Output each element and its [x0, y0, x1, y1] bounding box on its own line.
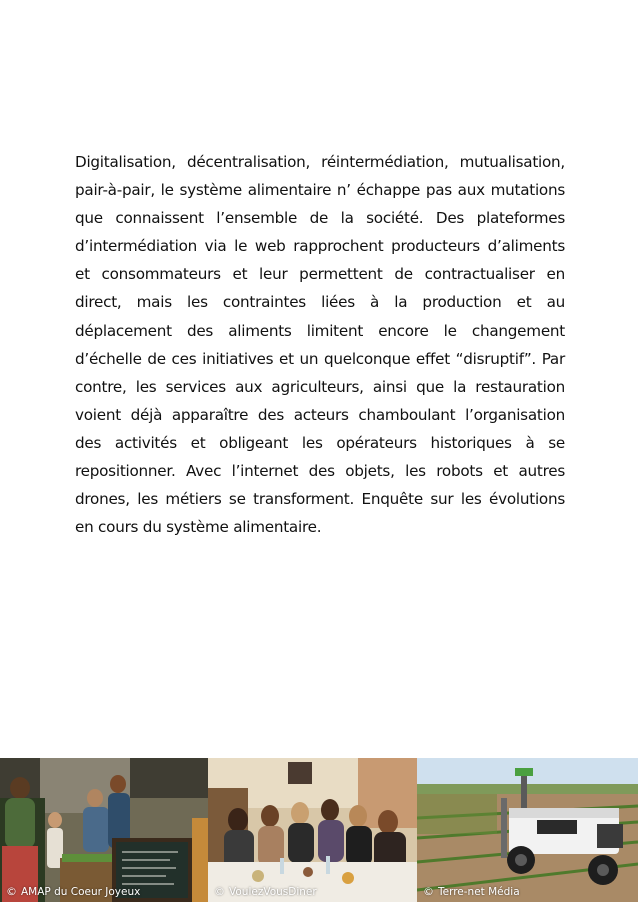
photo-credit-amap [6, 885, 140, 898]
photo-credit-text: AMAP du Coeur Joyeux [21, 885, 141, 898]
photo-farm-robot [417, 758, 638, 902]
copyright-icon: © [423, 885, 434, 898]
photo-dinner [208, 758, 417, 902]
copyright-icon: © [6, 885, 17, 898]
photo-credit-text: VoulezVousDiner [229, 885, 317, 898]
intro-paragraph: Digitalisation, décentralisation, réintermédiation, mutualisation, pair-à-pair, le système alimentaire n’ échappe pas aux mutations que connaissent l’ensemble de la société. Des plateformes d’intermédiation via le web rapprochent producteurs d’aliments et consommateurs et leur permettent de contractualiser en direct, mais les contraintes liées à la production et au déplacement des aliments limitent encore le changement d’échelle de ces initiatives et un quelconque effet “disruptif”. Par contre, les services aux agriculteurs, ainsi que la restauration voient déjà apparaître des acteurs chamboulant l’organisation des activités et obligeant les opérateurs historiques à se repositionner. Avec l’internet des objets, les robots et autres drones, les métiers se transforment. Enquête sur les évolutions en cours du système alimentaire. [75, 153, 565, 537]
copyright-icon: © [214, 885, 225, 898]
photo-credit-text: Terre-net Média [438, 885, 520, 898]
photo-credit-voulezvousdiner [214, 885, 317, 898]
photo-credit-terre-net [423, 885, 520, 898]
robot-photo-illustration [417, 758, 638, 902]
photo-strip [0, 758, 638, 902]
photo-amap-market [0, 758, 208, 902]
market-photo-illustration [0, 758, 208, 902]
dinner-photo-illustration [208, 758, 417, 902]
